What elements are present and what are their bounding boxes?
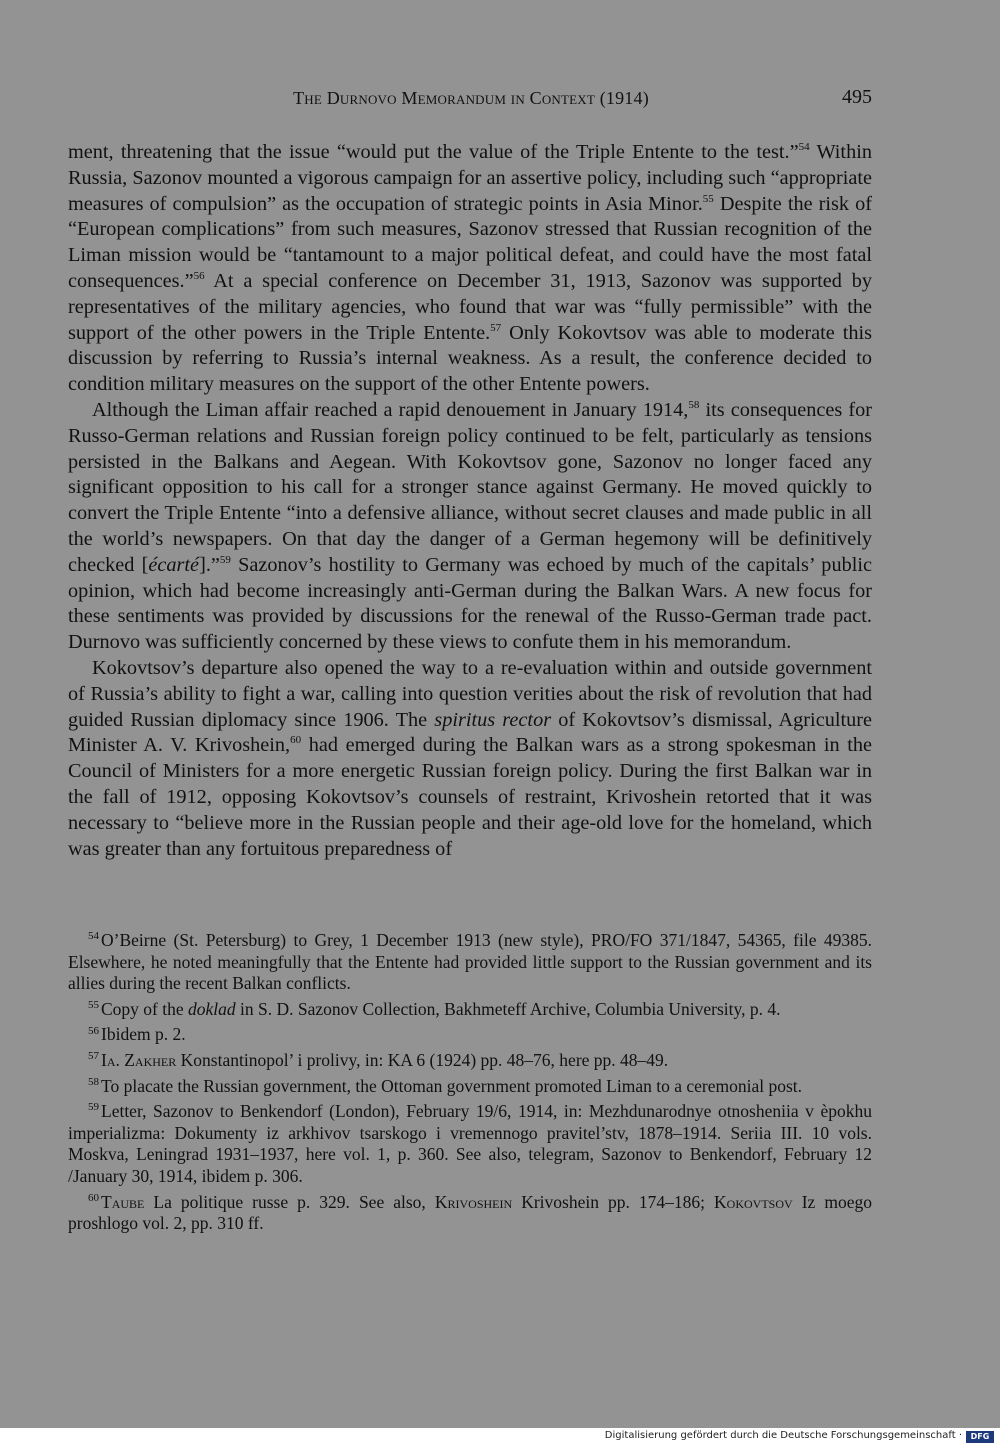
running-title: The Durnovo Memorandum in Context (1914) bbox=[293, 88, 649, 108]
page-header bbox=[70, 88, 872, 116]
paragraph-2: Although the Liman affair reached a rapid denouement in January 1914,58 its consequences for Russo-German relations and Russian foreign policy continued to be felt, particularly as tensions persisted in the Balkans and Aegean. With Kokovtsov gone, Sazonov no longer faced any significant opposition to his call for a stronger stance against Germany. He moved quickly to convert the Triple Entente “into a defensive alliance, without secret clauses and made public in all the world’s newspapers. On that day the danger of a German hegemony will be definitively checked [écarté].”$^{59}$ Sazonov’s hostility to Germany was echoed by much of the capitals’ public opinion, which had become increasingly anti-German during the Balkan Wars. A new focus for these sentiments was provided by discussions for the renewal of the Russo-German trade pact. Durnovo was sufficiently concerned by these views to confute them in his memorandum. bbox=[68, 398, 872, 654]
footnote-ref-55[interactable]: 55 bbox=[702, 192, 714, 205]
italic-term: écarté bbox=[148, 553, 200, 576]
body-text bbox=[68, 140, 872, 862]
paragraph-1: ment, threatening that the issue “would put the value of the Triple Entente to the test.”$^{54}$ Within Russia, Sazonov mounted a vigorous campaign for an assertive policy, including such “appropriate measures of compulsion” as the occupation of strategic points in Asia Minor.$^{55}$ Despite the risk of “European complications” from such measures, Sazonov stressed that Russian recognition of the Liman mission would be “tantamount to a major political defeat, and could have the most fatal consequences.”$^{56}$ At a special conference on December 31, 1913, Sazonov was supported by representatives of the military agencies, who found that war was “fully permissible” with the support of the other powers in the Triple Entente.$^{57}$ Only Kokovtsov was able to moderate this discussion by referring to Russia’s internal weakness. As a result, the conference decided to condition military measures on the support of the other Entente powers. bbox=[68, 141, 873, 396]
footnote-57: $^{57}$ Ia. Zakher Konstantinopol’ i prolivy, in: KA 6 (1924) pp. 48–76, here pp. 48–49. bbox=[88, 1049, 669, 1070]
footnote-54: $^{54}$ O’Beirne (St. Petersburg) to Grey, 1 December 1913 (new style), PRO/FO 371/1847, 54365, file 49385. Elsewhere, he noted meaningfully that the Entente had provided little support to the Russian government and its allies during the recent Balkan conflicts. bbox=[68, 930, 872, 994]
dfg-credit-text: Digitalisierung gefördert durch die Deutsche Forschungsgemeinschaft · bbox=[604, 1430, 962, 1441]
paragraph-3: Kokovtsov’s departure also opened the way to a re-evaluation within and outside government of Russia’s ability to fight a war, calling into question verities about the risk of revolution that had guided Russian diplomacy since 1906. The spiritus rector of Kokovtsov’s dismissal, Agriculture Minister A. V. Krivoshein,$^{60}$ had emerged during the Balkan wars as a strong spokesman in the Council of Ministers for a more energetic Russian foreign policy. During the first Balkan war in the fall of 1912, opposing Kokovtsov’s counsels of restraint, Krivoshein retorted that it was necessary to “believe more in the Russian people and their age-old love for the homeland, which was greater than any fortuitous preparedness of bbox=[68, 656, 873, 860]
footnote-ref-60[interactable]: 60 bbox=[290, 734, 302, 747]
footnote-ref-59[interactable]: 59 bbox=[219, 553, 231, 566]
dfg-logo-icon: DFG bbox=[966, 1431, 994, 1443]
digitization-footer bbox=[0, 1428, 1000, 1446]
footnote-ref-57[interactable]: 57 bbox=[490, 321, 502, 334]
footnote-ref-56[interactable]: 56 bbox=[193, 270, 205, 283]
footnote-ref-54[interactable]: 54 bbox=[798, 141, 810, 154]
footnote-56: $^{56}$ Ibidem p. 2. bbox=[88, 1024, 186, 1045]
footnote-55: $^{55}$ Copy of the doklad in S. D. Sazonov Collection, Bakhmeteff Archive, Columbia University, p. 4. bbox=[88, 998, 781, 1019]
footnotes bbox=[68, 930, 872, 1239]
footnote-ref-58[interactable]: 58 bbox=[688, 399, 700, 412]
page-number: 495 bbox=[842, 86, 872, 108]
footnote-59: $^{59}$ Letter, Sazonov to Benkendorf (London), February 19/6, 1914, in: Mezhdunarodnye otnosheniia v èpokhu imperializma: Dokumenty iz arkhivov tsarskogo i vremennogo pravitel’stv, 1878–1914. Seriia III. 10 vols. Moskva, Leningrad 1931–1937, here vol. 1, p. 360. See also, telegram, Sazonov to Benkendorf, February 12 /January 30, 1914, ibidem p. 306. bbox=[68, 1101, 872, 1186]
footnote-60: $^{60}$ Taube La politique russe p. 329. See also, Krivoshein Krivoshein pp. 174–186; Kokovtsov Iz moego proshlogo vol. 2, pp. 310 ff. bbox=[68, 1191, 872, 1234]
footnote-58: $^{58}$ To placate the Russian government, the Ottoman government promoted Liman to a ceremonial post. bbox=[88, 1075, 803, 1096]
italic-term: spiritus rector bbox=[434, 708, 552, 731]
